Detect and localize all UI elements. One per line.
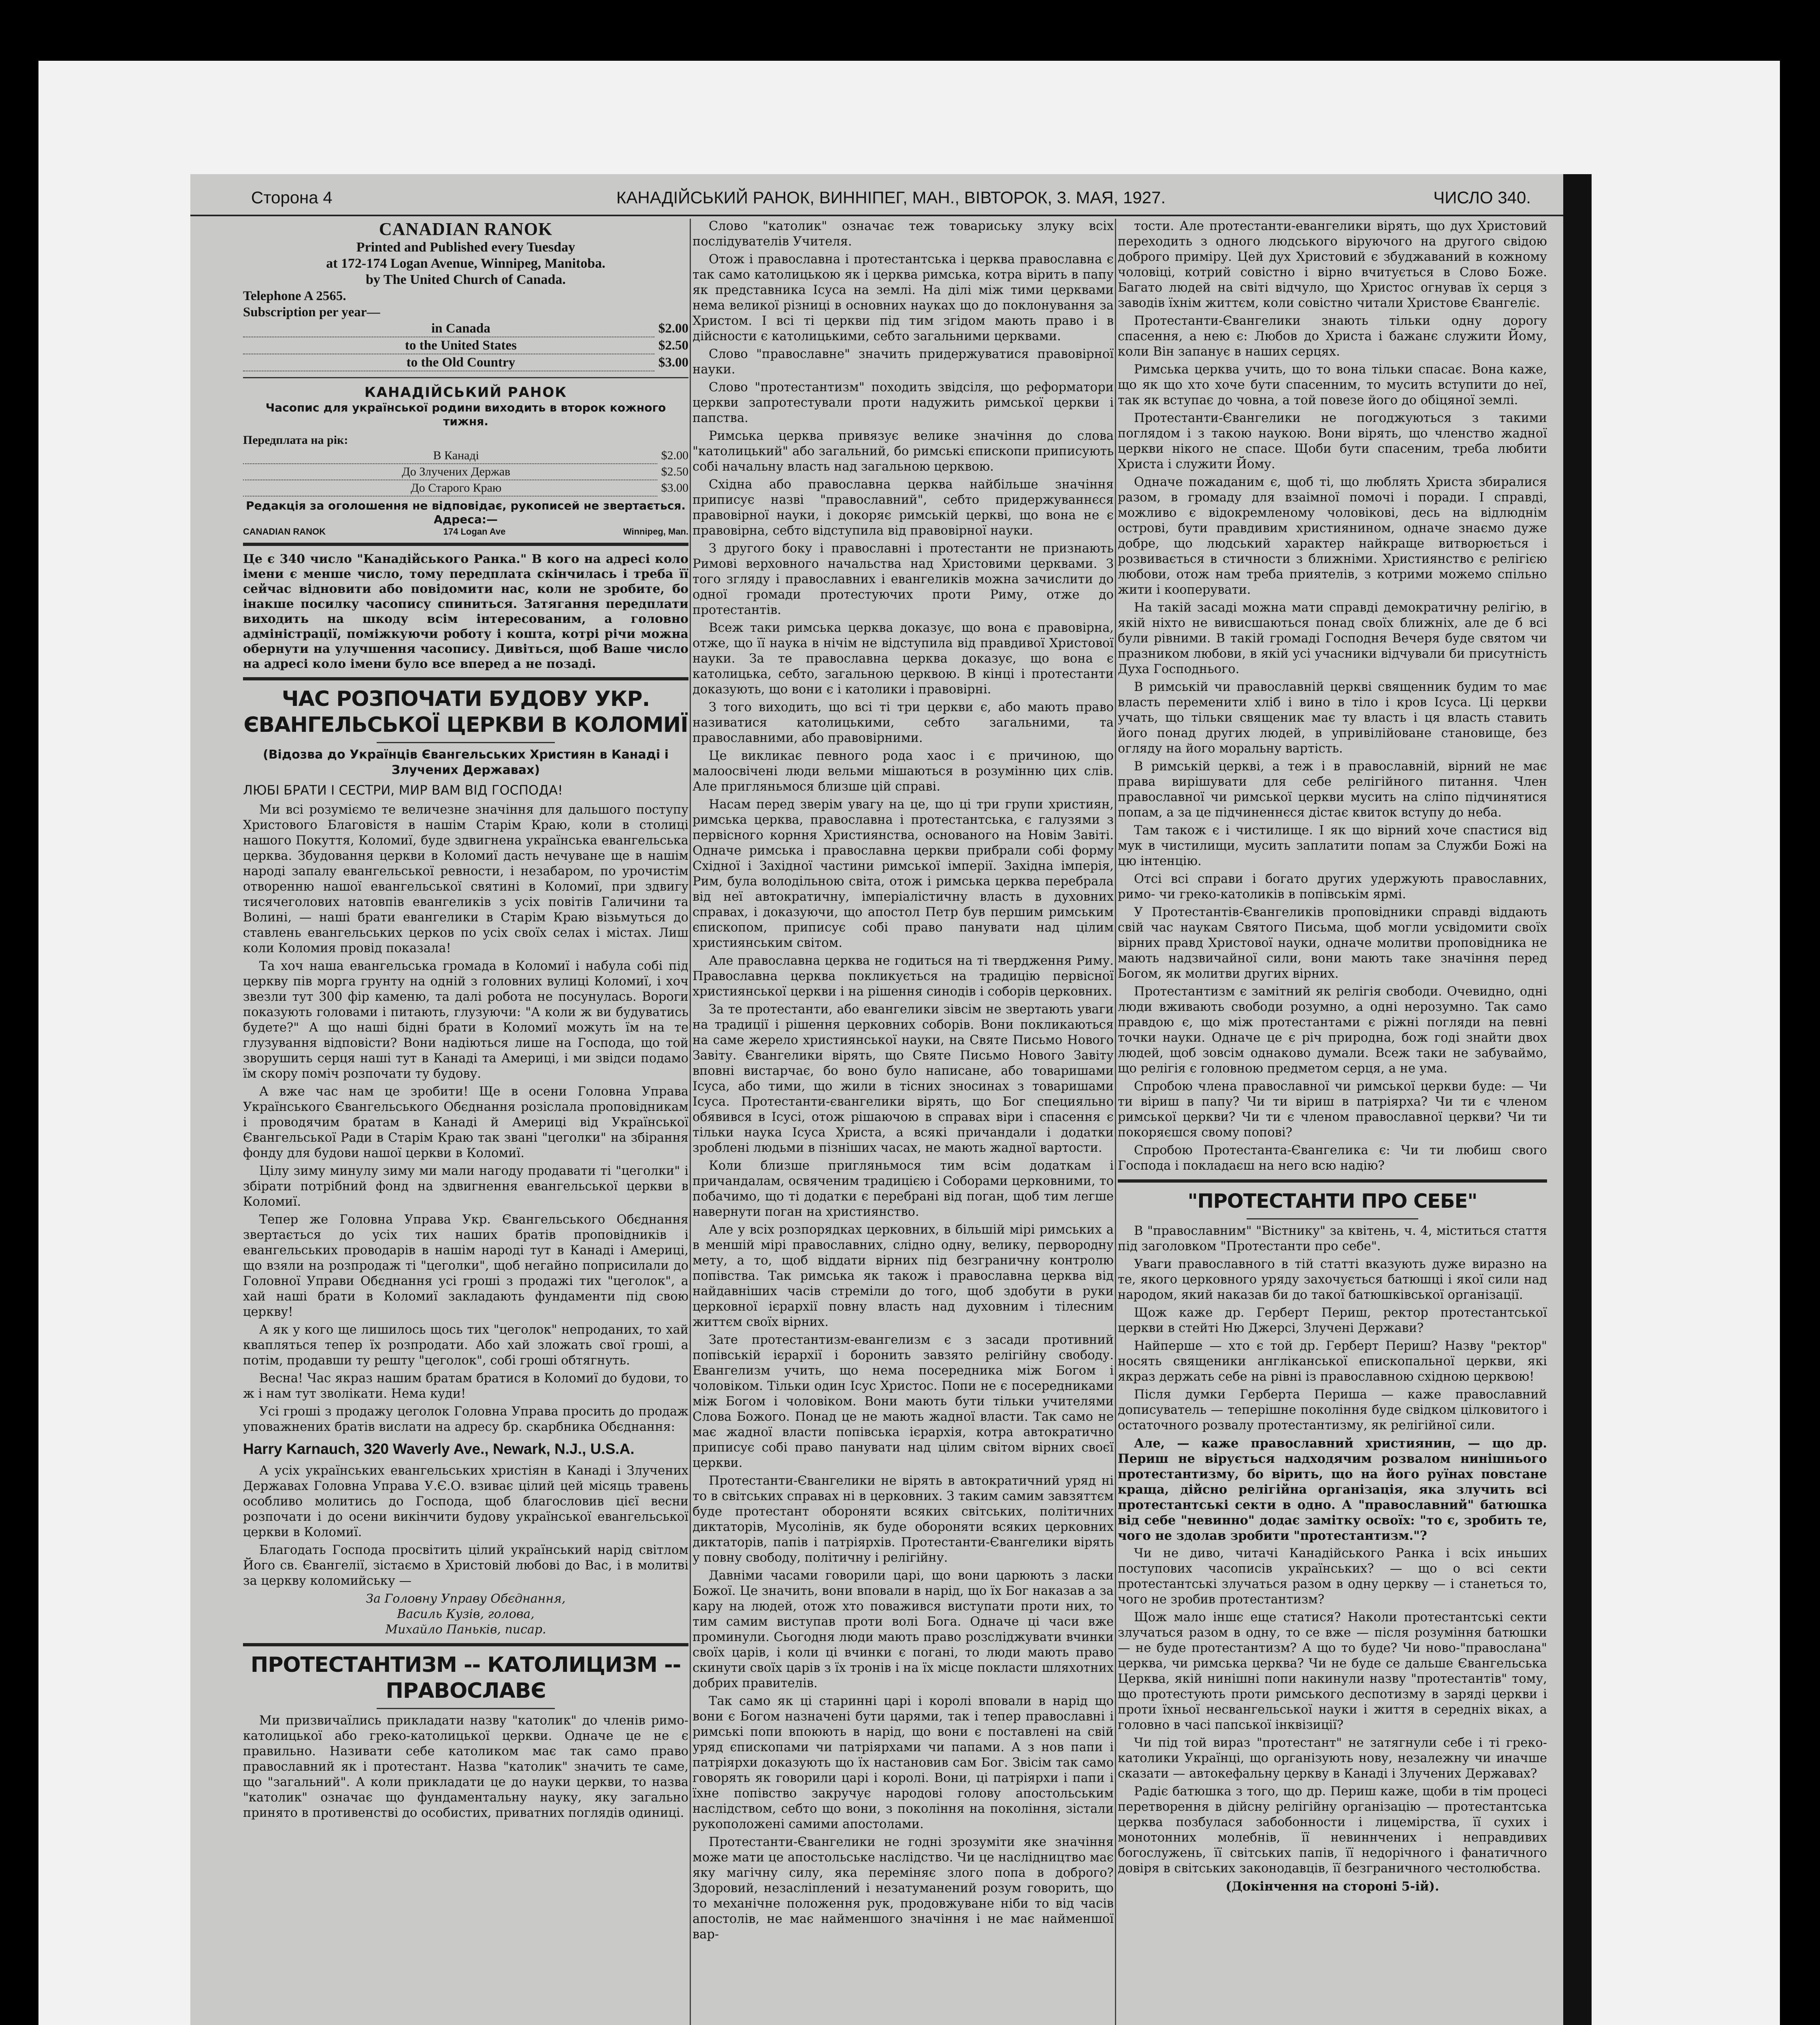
- masthead-ukrainian-subtitle: Часопис для української родини виходить в второк кожного тижня.: [265, 401, 666, 428]
- column-1: [243, 219, 688, 2025]
- paragraph: Найперше — хто є той др. Герберт Периш? Назву "ректор" носять священики англіканської епископальної церкви, які якраз держать себе на рівні із православною східною церквою!: [1118, 1339, 1547, 1384]
- price-row: [243, 354, 688, 371]
- paragraph: Отсі всі справи і богато других удержують православних, римо- чи греко-католиків в попівськім ярмі.: [1118, 872, 1547, 902]
- uk-price-value: $3.00: [661, 481, 688, 495]
- article-headline: ПРОТЕСТАНТИЗМ -- КАТОЛИЦИЗМ -- ПРАВОСЛАВЄ: [250, 1653, 681, 1703]
- price-value: $3.00: [658, 355, 688, 370]
- uk-price-row: [243, 480, 688, 497]
- newspaper-page: [190, 174, 1592, 2025]
- paragraph: На такій засаді можна мати справді демократичну релігію, в якій ніхто не вивисшаються понад своїх ближніх, але де б всі були рівними. В такій громаді Господня Вечеря буде святом чи празником любови, в якій усі учасники відчували би присутність Духа Господнього.: [1118, 601, 1547, 676]
- article-subhead: (Відозва до Українців Євангельських Християн в Канаді і Злучених Державах): [263, 748, 669, 777]
- masthead-telephone: Telephone A 2565.: [243, 289, 346, 303]
- masthead-ukrainian-title: КАНАДІЙСЬКИЙ РАНОК: [364, 384, 567, 401]
- paragraph: Насам перед зверім увагу на це, що ці три групи християн, римська церква, православна і протестантська, є галузями з первісного корння Християнства, основаного на Новім Завіті. Одначе римська і православна церкви прибрали собі форму Східної і Західної частини римської імперії. Західна імперія, Рим, була володільною світа, отож і римська церква перебрала від неї автократичну, імперіалістичну власть в духовних справах, і доказуючи, що апостол Петр був першим римським єпископом, приписує собі право панувати над цілим християнським світом.: [693, 797, 1114, 950]
- paragraph: Чи під той вираз "протестант" не затягнули себе і ті греко-католики Українці, що організують нову, незалежну чи иначше сказати — автокефальну церкву в Канаді і Злучених Державах?: [1118, 1736, 1547, 1781]
- paragraph: Протестанти-Євангелики не годні зрозуміти яке значіння може мати це апостольське наслідство. Чи це наслідництво має яку магічну силу, яка переміняє злого попа в доброго? Здоровий, незасліплений і незатуманений розум говорить, що то механічне положення рук, продовжуване ніби то від часів апостолів, не має найменшого значіння і не має найменшої вар-: [693, 1835, 1114, 1942]
- paragraph: Римська церква учить, що то вона тільки спасає. Вона каже, що як що хто хоче бути спасенним, то мусить вступити до неї, так як вступає до човна, а той повезе його до обіцяної землі.: [1118, 362, 1547, 407]
- paragraph: Протестанти-Євангелики не вірять в автократичний уряд ні то в світських справах ні в церковних. З таким самим завзяттєм буде протестант обороняти всяких світських, політичних диктаторів, Мусолінів, як буде обороняти всяких церковних диктаторів, папів і патріярхів. Протестанти-Євангелики вірять у повну свободу, політичну і релігійну.: [693, 1474, 1114, 1565]
- paragraph: З того виходить, що всі ті три церкви є, або мають право називатися католицькими, себто загальними, та православними, або правовірними.: [693, 700, 1114, 745]
- paragraph: Слово "православне" значить придержуватися правовірної науки.: [693, 347, 1114, 377]
- masthead-title: CANADIAN RANOK: [379, 219, 553, 239]
- paragraph: Та хоч наша евангельська громада в Коломиї і набула собі під церкву пів морга грунту на одній з головних вулиці Коломиї, і хоч звезли тут 300 фір каменю, та далі робота не посунулась. Вороги показують головами і питають, глузуючи: "А коли ж ви будуватись будете?" А що наші бідні брати в Коломиї можуть їм на те глузування відповісти? Вони надіються лише на Господа, що той зворушить серця наші тут в Канаді та Америці, і ми звідси подамо їм скору поміч розпочати ту будову.: [243, 959, 688, 1081]
- paragraph: З другого боку і православні і протестанти не признають Римові верховного начальства над Христовими церквами. З того згляду і православних і евангеликів можна зачислити до одної громади протестуючих проти Риму, отже до протестантів.: [693, 541, 1114, 617]
- address-part: CANADIAN RANOK: [243, 526, 326, 537]
- paragraph: Всеж таки римська церква доказує, що вона є правовірна, отже, що її наука в нічім не відступила від правдивої Христової науки. За те православна церква доказує, що вона є католицька, себто, загальною церквою. В кінці і протестанти доказують, що вони є і католики і правовірні.: [693, 621, 1114, 697]
- paragraph: Слово "католик" означає теж товариську злуку всіх послідувателів Учителя.: [693, 219, 1114, 249]
- signature: Василь Кузів, голова,: [397, 1607, 535, 1621]
- treasurer-address: Harry Karnauch, 320 Waverly Ave., Newark, N.J., U.S.A.: [243, 1441, 635, 1457]
- masthead-box: [243, 219, 688, 537]
- signature: За Головну Управу Обєднання,: [366, 1592, 566, 1606]
- paragraph: Ми всі розуміємо те величезне значіння для дальшого поступу Христового Благовістя в нашім Старім Краю, коли в столиці нашого Покуття, Коломиї, буде здвигнена українська евангельська церква. Збудовання церкви в Коломиї дасть нечуване ще в нашім народі запалу евангельської ревности, і незабаром, по урочистім отворенню нашої евангельської святині в Коломиї, при здвигу тисячеголових натовпів евангеликів з усіх повітів Галичини та Волині, — наші брати евангелики в Старім Краю візьмуться до ставлень евангельських церков по усіх своїх селах і містах. Лиш коли Коломия провід показала!: [243, 803, 688, 955]
- address-row: [243, 526, 688, 537]
- divider: [377, 1708, 555, 1709]
- paragraph: Але, — каже православний християнин, — що др. Периш не вірується надходячим розвалом нинішнього протестантизму, бо вірить, що на його руїнах повстане краща, дійсно релігійна організація, яка злучить всі протестантські секти в одно. А "православний" батюшка від себе "невинно" додає замітку освоїх: "то є, зробить те, чого не здолав зробити "протестантизм."?: [1118, 1436, 1547, 1543]
- paragraph: А як у кого ще лишилось щось тих "цеголок" непроданих, то хай квапляться тепер їх розпродати. Або хай зложать свої гроші, а потім, продавши ту решту "цеголок", собі гроші обтягнуть.: [243, 1323, 688, 1368]
- divider: [1118, 1179, 1547, 1183]
- running-head: [190, 182, 1592, 216]
- paragraph: Весна! Час якраз нашим братам братися в Коломиї до будови, то ж і нам тут зволікати. Нема куди!: [243, 1371, 688, 1401]
- column-rule: [1115, 219, 1116, 2025]
- paragraph: Слово "протестантизм" походить звідсіля, що реформатори церкви запротестували проти надужить римської церкви і папства.: [693, 380, 1114, 425]
- paragraph: тости. Але протестанти-евангелики вірять, що дух Христовий переходить з одного людського віруючого на другого свідою доброго приміру. Цей дух Христовий є збуджаваний в кожному чоловіці, котрий совістно і вірно вчитується в Слово Боже. Багато людей на світі відчуло, що Христос огнував їх серця з заводів їхнім життєм, коли совістно читали Христове Євангеліє.: [1118, 219, 1547, 310]
- continued-note: (Докінчення на стороні 5-ій).: [1225, 1879, 1439, 1894]
- uk-price-value: $2.00: [661, 449, 688, 462]
- paragraph: Цілу зиму минулу зиму ми мали нагоду продавати ті "цеголки" і збірати потрібний фонд на здвигнення евангельської церкви в Коломиї.: [243, 1164, 688, 1209]
- paragraph: В римській чи православній церкві священник будим то має власть переменити хліб і вино в тіло і кров Ісуса. Ці церкви учать, що тільки священик має ту власть і ця власть ставить його понад других людей, в упривілійоване становище, без огляду на його моральну вартість.: [1118, 680, 1547, 756]
- paragraph: Благодать Господа просвітить цілий український нарід світлом Його св. Євангелії, зістаємо в Христовій любові до Вас, і в молитві за церкву коломийську —: [243, 1543, 688, 1588]
- paragraph: Щож каже др. Герберт Периш, ректор протестантської церкви в стейті Ню Джерсі, Злучені Держави?: [1118, 1306, 1547, 1335]
- paragraph: В "православним" "Вістнику" за квітень, ч. 4, міститься стаття під заголовком "Протестанти про себе".: [1118, 1224, 1547, 1253]
- price-label: to the Old Country: [243, 354, 654, 371]
- price-row: [243, 320, 688, 337]
- paragraph: Спробою Протестанта-Євангелика є: Чи ти любиш свого Господа і покладаєш на него всю надію?: [1118, 1143, 1547, 1173]
- uk-price-row: [243, 448, 688, 464]
- price-value: $2.50: [658, 338, 688, 353]
- paragraph: Усі гроші з продажу цеголок Головна Управа просить до продаж уповажнених братів вислати на адресу бр. скарбника Обєднання:: [243, 1405, 688, 1434]
- paragraph: Щож мало іншє еще статися? Наколи протестантські секти злучаться разом в одну, то се вже — після розуміння батюшки — не буде протестантизм? А що то буде? Чи ново-"правослана" церква, чи римська церква? Чи не буде се дальше Євангельська Церква, якій нинішні попи накинули назву "протестантів" тому, що протестують проти римського деспотизму в заряді церкви і проти їхньої несвангельської науки і життя в середніх віках, а головно в часі папської інквізиції?: [1118, 1610, 1547, 1732]
- paragraph: Давніми часами говорили царі, що вони царюють з ласки Божої. Це значить, вони вповали в нарід, що їх Бог наказав а за кару на людей, отож хто поважився виступати проти них, то тим самим виступав проти волі Бога. Одначе ці часи вже проминули. Сьогодня люди мають право розсліджувати вчинки своїх царів, і коли ці вчинки є погані, то люди мають право скинути своїх царів з їх тронів і на їх місце покласти шляхотних добрих правителів.: [693, 1569, 1114, 1690]
- paragraph: Уваги православного в тій статті вказують дуже виразно на те, якого церковного уряду захочується батюшці і якої сили над народом, який наказав би до такої батюшківської організації.: [1118, 1257, 1547, 1302]
- paragraph: Чи не диво, читачі Канадійського Ранка і всіх иньших поступових часописів українських? — що о всі секти протестантські злучаться разом в одну церкву — і станеться то, чого не зробив протестантизм?: [1118, 1546, 1547, 1607]
- page-edge-shadow: [1563, 174, 1592, 2025]
- divider: [377, 742, 555, 743]
- paragraph: За те протестанти, або евангелики зівсім не звертають уваги на традиції і рішення церковних соборів. Вони покликаються на саме жерело християнської науки, на Святе Письмо Нового Завіту. Євангелики вірять, що Святе Письмо Нового Завіту вповні вистарчає, бо воно було написане, або товаришами Ісуса, або тими, що жили в тісних зносинах з товаришами Ісуса. Протестанти-євангелики вірять, що Бог специяльно обявився в Ісусі, отож рішаючою в справах віри і спасення є тільки наука Ісуса Христа, а всякі причандали і додатки зроблені людьми в пізніших часах, не мають жадної вартости.: [693, 1002, 1114, 1155]
- paragraph: А вже час нам це зробити! Ще в осени Головна Управа Українського Євангельського Обєднання розіслала проповідникам і проводячим братам в Канаді й Америці від Української Євангельської Ради в Старім Краю так звані "цеголки" на збірання фонду для будови нашої церкви в Коломиї.: [243, 1085, 688, 1160]
- paragraph: Східна або православна церква найбільше значіння приписує назві "православний", себто придержуваннєся правовірної науки, і докоряє римській церкві, що вона не є правовірна, себто відступила від правовірної науки.: [693, 477, 1114, 538]
- paragraph: А усіх українських евангельських христіян в Канаді і Злучених Державах Головна Управа У.Є.О. взиває цілий цей місяць травень особливо молитись до Господа, щоб благословив цієї весни розпочати і до осени викінчити будову української евангельської церкви в Коломиї.: [243, 1464, 688, 1539]
- price-row: [243, 337, 688, 354]
- address-part: Winnipeg, Man.: [623, 526, 688, 537]
- paragraph: Але у всіх розпорядках церковних, в більшій мірі римських а в меншій мірі православних, слідно одну, велику, первородну мету, а то, щоб віддати вірних під безграничну контролю попівства. Так римська як також і православна церква від найдавніших часів стреміли до того, щоб здобути в руки церковної ієрархії повну власть над духовним і тілесним життєм своїх вірних.: [693, 1223, 1114, 1329]
- paragraph: Одначе пожаданим є, щоб ті, що люблять Христа збиралися разом, в громаду для взаімної помочі і поради. І справді, можливо є відокремленому чоловікові, десь на відлюднім острові, бути правдивим християнином, одначе знаємо дуже добре, що людський характер найкраще витворюється і розвивається в стичности з ближніми. Християнство є релігією любови, отож нам треба приятелів, з котрими можемо спільно жити і кооперувати.: [1118, 475, 1547, 597]
- article-headline: "ПРОТЕСТАНТИ ПРО СЕБЕ": [1187, 1190, 1477, 1213]
- masthead-line: by The United Church of Canada.: [366, 272, 566, 287]
- paragraph: В римській церкві, а теж і в православній, вірний не має права вирішувати для себе релігійного питання. Член православної чи римської церкви мусить на сліпо підчинятися попам, а за це підчиненнєся дістає квиток вступу до неба.: [1118, 759, 1547, 820]
- page-number: Сторона 4: [251, 188, 332, 207]
- prepay-text: Передплата на рік:: [243, 433, 348, 447]
- paragraph: Після думки Герберта Периша — каже православний дописуватель — теперішне покоління буде свідком цілковитого і остаточного розвалу протестантизму, як релігійної сили.: [1118, 1388, 1547, 1432]
- paragraph: Там також є і чистилище. І як що вірний хоче спастися від мук в чистилищи, мусить заплатити попам за Служби Божі на цю інтенцію.: [1118, 823, 1547, 868]
- column-2: [693, 219, 1114, 2025]
- paragraph: Протестантизм є замітний як релігія свободи. Очевидно, одні люди вживають свободи розумно, а одні нерозумно. Так само правдою є, що між протестантами є ріжні погляди на певні точки науки. Одначе це є річ природна, бож годі знайти двох людей, щоб зовсім однаково думали. Всеж таки не забуваймо, що релігія є головною предметом серця, а не ума.: [1118, 985, 1547, 1076]
- address-part: 174 Logan Ave: [443, 526, 506, 537]
- paragraph: Ми призвичаїлись прикладати назву "католик" до членів римо-католицької або греко-католицької церкви. Одначе це не є правильно. Називати себе католиком має так само право православний як і протестант. Назва "католик" значить те саме, що "загальний". А коли прикладати це до науки церкви, то назва "католик" означає що фундаментальну науку, яку загально принято в противенстві до особистих, приватних поглядів одиниці.: [243, 1714, 688, 1820]
- price-label: to the United States: [243, 337, 654, 354]
- paragraph: Але православна церква не годиться на ті твердження Риму. Православна церква покликується на традицію первісної християнської церкви і на рішення синодів і соборів церковних.: [693, 954, 1114, 999]
- paragraph: Спробою члена православної чи римської церкви буде: — Чи ти віриш в папу? Чи ти віриш в патріярха? Чи ти є членом римської церкви? Чи ти є членом православної церкви? Чи ти покоряєшся свому попові?: [1118, 1079, 1547, 1140]
- divider: [243, 377, 688, 378]
- editorial-note: Редакція за оголошення не відповідає, рукописей не звертається.: [246, 499, 686, 512]
- divider: [1247, 1218, 1418, 1219]
- divider: [243, 677, 688, 680]
- subscription-notice: Це є 340 число "Канадійського Ранка." В кого на адресі коло імени є менше число, тому передплата скінчилась і треба її сейчас відновити або повідомити нас, коли не зробите, бо інакше посилку часопису спиниться. Затягання передплати виходить на шкоду всім інтересованим, а головно адміністрації, поміжкуючи роботу і кошта, котрі річи можна обернути на улучшення часопису. Дивіться, щоб Ваше число на адресі коло імени було все вперед а не позаді.: [243, 552, 688, 671]
- price-value: $2.00: [658, 321, 688, 336]
- uk-price-row: [243, 464, 688, 480]
- paragraph: Це викликає певного рода хаос і є причиною, що малоосвічені люди вельми мішаються в розумінню цих слів. Але пригляньмося близше цій справі.: [693, 749, 1114, 794]
- column-rule: [690, 219, 691, 2025]
- divider: [243, 1643, 688, 1646]
- paragraph: Радіє батюшка з того, що др. Периш каже, щоби в тім процесі перетворення в дійсну релігійну організацію — протестантська церква позбулася забобонности і лицемірства, її сухих і монотонних молебнів, її невиннчених і неправдивих богослужень, її світських папів, її недорічного і фанатичного довіря в світських законодавців, її безграничного честолюбства.: [1118, 1784, 1547, 1876]
- masthead-line: at 172-174 Logan Avenue, Winnipeg, Manitoba.: [326, 256, 605, 271]
- issue-number: ЧИСЛО 340.: [1433, 188, 1531, 207]
- uk-price-label: До Старого Краю: [243, 480, 657, 497]
- paragraph: Римська церква привязує велике значіння до слова "католицький" або загальний, бо римські єпископи приписують собі начальну власть над загальною церквою.: [693, 429, 1114, 474]
- paragraph: У Протестантів-Євангеликів проповідники справді віддають свій час наукам Святого Письма, щоб могли усвідомити своїх вірних правд Христової науки, одначе молитви проповідника не мають надзвичайної сили, вони мають таке значіння перед Богом, як молитви других вірних.: [1118, 905, 1547, 981]
- paragraph: Так само як ці старинні царі і королі вповали в нарід що вони є Богом назначені бути царями, так і тепер православні і римські попи впоюють в нарід, що вони є поставлені на свій уряд єпископами чи патріярхами чи папами. А з нов папи і патріярхи доказують що їх настановив сам Бог. Звісім так само говорять як говорили царі і королі. Вони, ці патріярхи і папи і їхне попівство закручує народові голову апостольським наслідством, себто що вони, з покоління на покоління, зістали рукоположені самими апостолами.: [693, 1694, 1114, 1831]
- uk-price-value: $2.50: [661, 465, 688, 478]
- paragraph: Зате протестантизм-евангелизм є з засади противний попівській ієрархії і боронить завзято релігійну свободу. Евангелизм учить, що нема посередника між Богом і чоловіком. Тільки один Ісус Христос. Попи не є посередниками між Богом і чоловіком. Вони мають бути тільки учителями Слова Божого. Понад це не мають жадної власти. Так само не має жадної власти попівська ієрархія, котра автократично приписує собі право панувати над цілим світом вірних своєї церкви.: [693, 1333, 1114, 1470]
- prepay-label: [243, 433, 688, 448]
- paragraph: Протестанти-Євангелики не погоджуються з такими поглядом і з такою наукою. Вони вірять, що членство жадної церкви нікого не спасе. Щоби бути спасеним, треба любити Христа і служити Йому.: [1118, 411, 1547, 471]
- article-greeting: ЛЮБІ БРАТИ І СЕСТРИ, МИР ВАМ ВІД ГОСПОДА!: [243, 782, 563, 798]
- column-3: [1118, 219, 1547, 2025]
- uk-price-label: В Канаді: [243, 448, 657, 464]
- article-headline: ЧАС РОЗПОЧАТИ БУДОВУ УКР. ЄВАНГЕЛЬСЬКОЇ ЦЕРКВИ В КОЛОМИЇ: [243, 687, 688, 737]
- masthead-line: Printed and Published every Tuesday: [356, 240, 575, 255]
- paragraph: Протестанти-Євангелики знають тільки одну дорогу спасення, а нею є: Любов до Христа і бажанє служити Йому, коли Він запанує в наших серцях.: [1118, 314, 1547, 359]
- price-label: in Canada: [243, 320, 654, 337]
- newspaper-dateline: КАНАДІЙСЬКИЙ РАНОК, ВИННІПЕГ, МАН., ВІВТОРОК, 3. МАЯ, 1927.: [616, 188, 1166, 207]
- address-label: Адреса:—: [433, 513, 498, 526]
- uk-price-label: До Злучених Держав: [243, 464, 657, 480]
- signature: Михайло Паньків, писар.: [385, 1622, 546, 1637]
- paragraph: Отож і православна і протестантська і церква православна є так само католицькою як і церква римська, котра вірить в папу як представника Ісуса на землі. На ділі між тими церквами нема великої різниці в основних науках що до поклонування за Христом. І всі ті церкви під тим згідом мають право і в дійсности є католицькими, себто загальними церквами.: [693, 252, 1114, 343]
- paragraph: Коли близше пригляньмося тим всім додаткам і причандалам, освяченим традицією і Соборами церковними, то побачимо, що ті додатки є перебрані від поган, щоб тим легше навернути поган на християнство.: [693, 1159, 1114, 1219]
- divider: [243, 543, 688, 546]
- paragraph: Тепер же Головна Управа Укр. Євангельського Обєднання звертається до усіх тих наших братів проповідників і евангельських проводарів в нашім народі тут в Канаді і Америці, що взяли на розпродаж ті "цеголки", щоб негайно поприсилали до Головної Управи Обєднання усі гроші з продажі тих "цеголок", а хай наші брати в Коломиї закладають фундаменти під свою церкву!: [243, 1213, 688, 1319]
- subscription-label: Subscription per year—: [243, 305, 380, 320]
